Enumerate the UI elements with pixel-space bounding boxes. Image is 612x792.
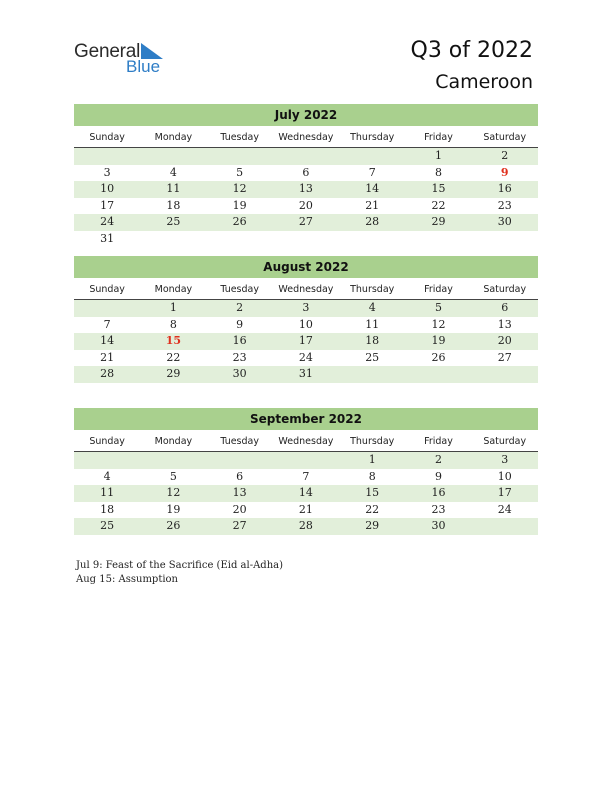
day-cell: 21: [100, 350, 115, 364]
day-cell: 18: [166, 198, 181, 212]
weekday-label: Monday: [154, 132, 193, 143]
day-cell: 17: [298, 334, 313, 348]
week-row: [74, 231, 538, 248]
month-title: July 2022: [74, 104, 538, 126]
day-cell: 7: [103, 317, 111, 331]
day-cell: [207, 148, 273, 165]
day-cell: 6: [302, 165, 310, 179]
day-cell: [207, 231, 273, 248]
day-cell: [339, 231, 405, 248]
day-cell: 23: [232, 350, 247, 364]
day-cell: 13: [497, 317, 512, 331]
day-cell: 2: [236, 301, 244, 314]
logo-blue-text: Blue: [126, 57, 161, 76]
day-cell: [472, 518, 538, 535]
day-cell: 26: [232, 215, 247, 229]
day-cell: 30: [431, 519, 446, 533]
day-cell: 29: [166, 367, 181, 381]
day-cell: 4: [368, 301, 376, 314]
week-row: [74, 317, 538, 334]
day-cell: 12: [431, 317, 446, 331]
day-cell: 3: [103, 165, 111, 179]
weekday-label: Monday: [154, 436, 193, 447]
day-cell: [140, 148, 206, 165]
weekday-label: Friday: [424, 132, 453, 143]
holiday-day-cell: 15: [165, 334, 182, 348]
day-cell: 10: [298, 317, 313, 331]
week-row: [74, 198, 538, 215]
day-cell: 22: [365, 502, 380, 516]
week-row: [74, 181, 538, 198]
day-cell: 18: [365, 334, 380, 348]
week-row: [74, 214, 538, 231]
day-cell: [74, 300, 140, 317]
day-cell: 20: [497, 334, 512, 348]
day-cell: 12: [232, 182, 247, 196]
weekday-label: Tuesday: [220, 436, 259, 447]
day-cell: 27: [232, 519, 247, 533]
weekday-label: Monday: [154, 284, 193, 295]
day-cell: 2: [501, 149, 509, 162]
day-cell: 22: [431, 198, 446, 212]
day-cell: 10: [100, 182, 115, 196]
day-cell: 15: [365, 486, 380, 500]
day-cell: 9: [434, 469, 442, 483]
day-cell: 7: [302, 469, 310, 483]
day-cell: 22: [166, 350, 181, 364]
weekday-label: Sunday: [89, 284, 125, 295]
day-cell: 15: [431, 182, 446, 196]
logo-general-text: General: [74, 41, 141, 62]
day-cell: 2: [434, 453, 442, 466]
day-cell: 3: [501, 453, 509, 466]
day-cell: 13: [298, 182, 313, 196]
day-cell: 8: [434, 165, 442, 179]
weekday-header-row: [74, 128, 538, 148]
day-cell: [472, 366, 538, 383]
day-cell: 12: [166, 486, 181, 500]
day-cell: 28: [298, 519, 313, 533]
country-name: Cameroon: [435, 71, 533, 93]
day-cell: 17: [497, 486, 512, 500]
weekday-label: Wednesday: [278, 436, 334, 447]
week-row: [74, 333, 538, 350]
weekday-header-row: [74, 280, 538, 300]
day-cell: 18: [100, 502, 115, 516]
weekday-label: Wednesday: [278, 132, 334, 143]
day-cell: 21: [298, 502, 313, 516]
day-cell: [207, 452, 273, 469]
day-cell: 29: [431, 215, 446, 229]
day-cell: 27: [298, 215, 313, 229]
day-cell: 28: [365, 215, 380, 229]
day-cell: 6: [236, 469, 244, 483]
month-title: August 2022: [74, 256, 538, 278]
day-cell: 23: [497, 198, 512, 212]
generalblue-logo: [74, 41, 174, 77]
day-cell: [405, 366, 471, 383]
week-row: [74, 452, 538, 469]
day-cell: 24: [497, 502, 512, 516]
day-cell: 3: [302, 301, 310, 314]
day-cell: [74, 148, 140, 165]
day-cell: 6: [501, 301, 509, 314]
weekday-label: Saturday: [483, 132, 527, 143]
day-cell: [273, 452, 339, 469]
day-cell: 9: [236, 317, 244, 331]
day-cell: 25: [166, 215, 181, 229]
day-cell: 16: [431, 486, 446, 500]
day-cell: 8: [368, 469, 376, 483]
holiday-day-cell: 9: [500, 165, 509, 179]
day-cell: 23: [431, 502, 446, 516]
day-cell: 25: [100, 519, 115, 533]
weekday-label: Sunday: [89, 436, 125, 447]
day-cell: 28: [100, 367, 115, 381]
day-cell: [273, 148, 339, 165]
day-cell: 19: [431, 334, 446, 348]
weekday-label: Tuesday: [220, 284, 259, 295]
day-cell: 24: [100, 215, 115, 229]
day-cell: 21: [365, 198, 380, 212]
week-row: [74, 165, 538, 182]
day-cell: [74, 452, 140, 469]
weekday-label: Thursday: [350, 132, 395, 143]
day-cell: 30: [497, 215, 512, 229]
page-title: Q3 of 2022: [410, 38, 533, 63]
week-row: [74, 148, 538, 165]
day-cell: 16: [232, 334, 247, 348]
weekday-label: Wednesday: [278, 284, 334, 295]
day-cell: 25: [365, 350, 380, 364]
holiday-notes: [76, 559, 283, 586]
week-row: [74, 300, 538, 317]
day-cell: 11: [100, 486, 115, 500]
day-cell: [140, 452, 206, 469]
day-cell: 14: [100, 334, 115, 348]
week-row: [74, 366, 538, 383]
day-cell: 8: [169, 317, 177, 331]
day-cell: 31: [100, 231, 115, 245]
weekday-label: Thursday: [350, 284, 395, 295]
weekday-label: Sunday: [89, 132, 125, 143]
day-cell: 26: [166, 519, 181, 533]
day-cell: [339, 366, 405, 383]
holiday-note: Aug 15: Assumption: [76, 573, 179, 585]
weekday-label: Friday: [424, 436, 453, 447]
day-cell: 1: [434, 149, 442, 162]
day-cell: 10: [497, 469, 512, 483]
day-cell: [405, 231, 471, 248]
day-cell: [339, 148, 405, 165]
day-cell: 13: [232, 486, 247, 500]
holiday-note: Jul 9: Feast of the Sacrifice (Eid al-Adha): [76, 560, 283, 571]
weekday-label: Thursday: [350, 436, 395, 447]
day-cell: [140, 231, 206, 248]
day-cell: 11: [365, 317, 380, 331]
day-cell: 30: [232, 367, 247, 381]
day-cell: 4: [103, 469, 111, 483]
month-block-july: [74, 104, 538, 248]
day-cell: 29: [365, 519, 380, 533]
day-cell: 27: [497, 350, 512, 364]
month-title: September 2022: [74, 408, 538, 430]
day-cell: 20: [232, 502, 247, 516]
day-cell: [472, 231, 538, 248]
day-cell: 5: [434, 301, 442, 314]
day-cell: 20: [298, 198, 313, 212]
weekday-header-row: [74, 432, 538, 452]
day-cell: 1: [169, 301, 177, 314]
weekday-label: Saturday: [483, 436, 527, 447]
day-cell: 4: [169, 165, 177, 179]
day-cell: 24: [298, 350, 313, 364]
day-cell: 17: [100, 198, 115, 212]
week-row: [74, 518, 538, 535]
week-row: [74, 350, 538, 367]
weekday-label: Tuesday: [220, 132, 259, 143]
weekday-label: Friday: [424, 284, 453, 295]
week-row: [74, 469, 538, 486]
day-cell: 19: [232, 198, 247, 212]
week-row: [74, 485, 538, 502]
day-cell: 11: [166, 182, 181, 196]
day-cell: 19: [166, 502, 181, 516]
day-cell: 7: [368, 165, 376, 179]
day-cell: 5: [236, 165, 244, 179]
weekday-label: Saturday: [483, 284, 527, 295]
day-cell: 16: [497, 182, 512, 196]
month-block-august: [74, 256, 538, 383]
day-cell: 14: [298, 486, 313, 500]
day-cell: [273, 231, 339, 248]
day-cell: 31: [298, 367, 313, 381]
month-block-september: [74, 408, 538, 535]
week-row: [74, 502, 538, 519]
day-cell: 14: [365, 182, 380, 196]
day-cell: 26: [431, 350, 446, 364]
day-cell: 5: [169, 469, 177, 483]
day-cell: 1: [368, 453, 376, 466]
